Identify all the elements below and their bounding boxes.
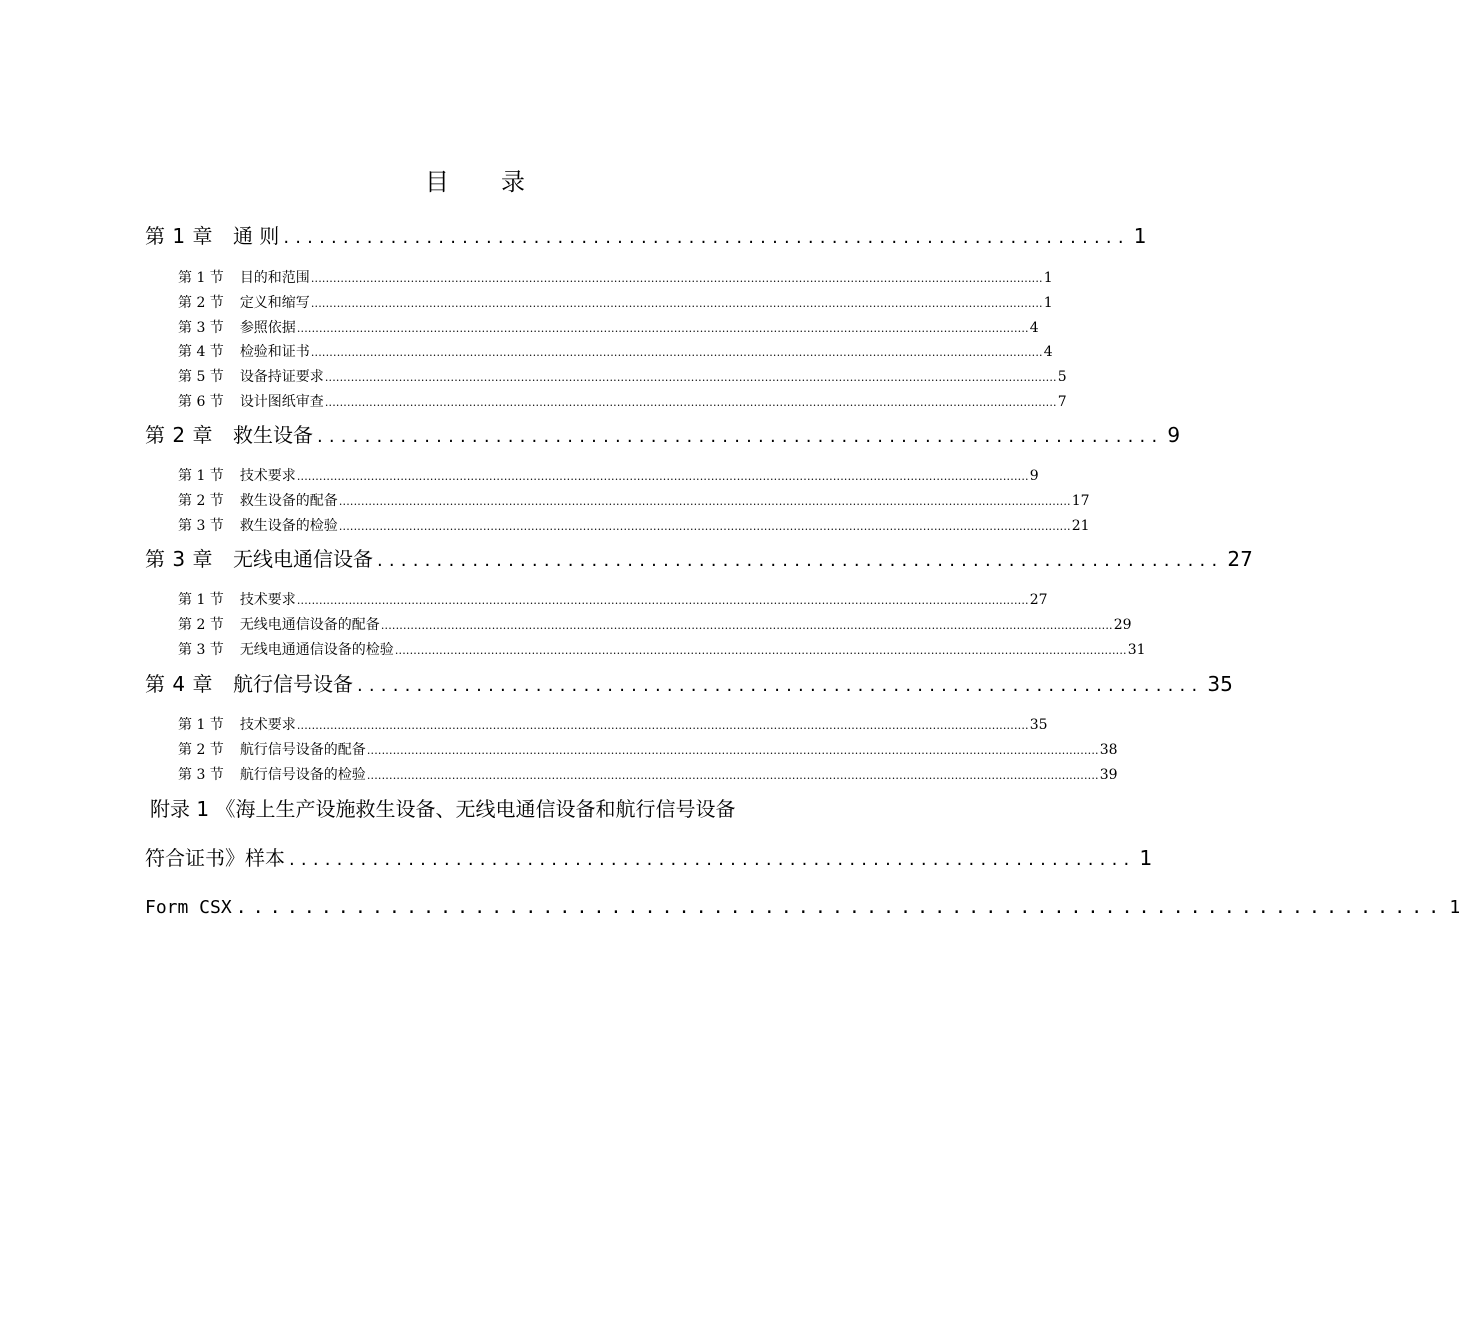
- dot-leader: ......................................................................................................................................................................................................: [338, 494, 1071, 508]
- section-label: 第 1 节: [178, 592, 224, 608]
- section-entry[interactable]: [178, 268, 1053, 289]
- section-title: 救生设备的配备: [239, 492, 338, 509]
- section-entry[interactable]: [178, 392, 1067, 413]
- section-page-number: 27: [1029, 592, 1048, 608]
- chapter-page-number: 35: [1207, 672, 1233, 696]
- section-title: 技术要求: [239, 717, 296, 733]
- form-page-number: 1: [1449, 897, 1460, 918]
- section-page-number: 35: [1029, 717, 1048, 733]
- section-label: 第 1 节: [178, 270, 224, 286]
- section-label: 第 3 节: [178, 766, 224, 783]
- chapter-title: 通 则: [232, 224, 280, 248]
- chapter-entry[interactable]: [145, 670, 1233, 700]
- chapter-label: 第 4 章 航行信号设备: [145, 672, 353, 696]
- dot-leader: .......................................................................: [356, 675, 1204, 696]
- appendix-title-line1[interactable]: 附录 1 《海上生产设施救生设备、无线电通信设备和航行信号设备: [150, 797, 736, 821]
- dot-leader: ......................................................................................................................................................................................................: [324, 371, 1057, 385]
- section-page-number: 21: [1071, 517, 1090, 534]
- section-page-number: 5: [1057, 369, 1067, 386]
- section-label: 第 2 节: [178, 294, 224, 311]
- section-page-number: 29: [1113, 616, 1132, 633]
- section-page-number: 4: [1043, 344, 1053, 361]
- section-page-number: 4: [1029, 319, 1039, 336]
- chapter-label: 第 1 章 通 则: [145, 224, 280, 248]
- section-entry[interactable]: [178, 367, 1067, 388]
- dot-leader: ......................................................................................................................................................................................................: [380, 618, 1113, 632]
- chapter-title: 无线电通信设备: [232, 547, 373, 571]
- section-entry[interactable]: [178, 491, 1090, 512]
- section-page-number: 38: [1099, 741, 1118, 758]
- chapter-entry[interactable]: [145, 222, 1147, 252]
- section-entry[interactable]: [178, 293, 1053, 314]
- dot-leader: ......................................................................................................................................................................................................: [338, 519, 1071, 533]
- section-entry[interactable]: [178, 615, 1132, 636]
- section-label: 第 3 节: [178, 319, 224, 336]
- dot-leader: .......................................................................: [235, 897, 1446, 918]
- chapter-entry[interactable]: [145, 421, 1181, 451]
- dot-leader: ......................................................................................................................................................................................................: [324, 396, 1057, 409]
- section-label: 第 3 节: [178, 641, 224, 658]
- section-entry[interactable]: [178, 466, 1039, 487]
- chapter-page-number: 1: [1133, 224, 1147, 248]
- section-title: 定义和缩写: [239, 294, 310, 311]
- dot-leader: ......................................................................................................................................................................................................: [296, 470, 1029, 483]
- section-label: 第 2 节: [178, 492, 224, 509]
- dot-leader: .......................................................................: [376, 550, 1224, 571]
- section-label: 第 1 节: [178, 468, 224, 484]
- section-title: 参照依据: [239, 319, 296, 336]
- section-title: 检验和证书: [239, 344, 310, 361]
- chapter-page-number: 9: [1167, 423, 1181, 447]
- section-label: 第 2 节: [178, 741, 224, 758]
- section-title: 设备持证要求: [239, 369, 324, 386]
- section-label: 第 3 节: [178, 517, 224, 534]
- section-page-number: 31: [1127, 641, 1146, 658]
- chapter-page-number: 27: [1227, 547, 1253, 571]
- section-label: 第 6 节: [178, 394, 224, 410]
- section-entry[interactable]: [178, 516, 1090, 537]
- section-page-number: 1: [1043, 294, 1053, 311]
- section-title: 技术要求: [239, 592, 296, 608]
- chapter-entry[interactable]: [145, 545, 1253, 575]
- section-entry[interactable]: [178, 715, 1048, 736]
- section-title: 设计图纸审查: [239, 394, 324, 410]
- section-page-number: 17: [1071, 492, 1090, 509]
- section-entry[interactable]: [178, 342, 1053, 363]
- section-entry[interactable]: [178, 765, 1118, 786]
- section-page-number: 39: [1099, 766, 1118, 783]
- dot-leader: ......................................................................................................................................................................................................: [310, 346, 1043, 360]
- section-entry[interactable]: [178, 318, 1039, 339]
- dot-leader: ......................................................................................................................................................................................................: [394, 643, 1127, 657]
- section-entry[interactable]: [178, 640, 1146, 661]
- dot-leader: .......................................................................: [283, 227, 1130, 248]
- section-label: 第 5 节: [178, 369, 224, 386]
- section-title: 技术要求: [239, 468, 296, 484]
- section-title: 航行信号设备的检验: [239, 766, 366, 783]
- section-label: 第 2 节: [178, 616, 224, 633]
- dot-leader: ......................................................................................................................................................................................................: [310, 296, 1043, 310]
- dot-leader: .......................................................................: [316, 426, 1164, 447]
- appendix-page-number: 1: [1139, 846, 1153, 870]
- section-entry[interactable]: [178, 590, 1048, 611]
- dot-leader: ......................................................................................................................................................................................................: [296, 321, 1029, 335]
- section-page-number: 1: [1043, 270, 1053, 286]
- section-label: 第 1 节: [178, 717, 224, 733]
- form-entry[interactable]: [145, 894, 1460, 922]
- form-label: Form CSX: [145, 897, 232, 918]
- section-title: 航行信号设备的配备: [239, 741, 366, 758]
- section-title: 救生设备的检验: [239, 517, 338, 534]
- section-page-number: 9: [1029, 468, 1039, 484]
- toc-title: 目录: [425, 168, 577, 196]
- chapter-label: 第 3 章 无线电通信设备: [145, 547, 373, 571]
- dot-leader: ......................................................................................................................................................................................................: [296, 594, 1029, 607]
- dot-leader: .......................................................................: [289, 849, 1136, 870]
- section-entry[interactable]: [178, 740, 1118, 761]
- section-title: 无线电通通信设备的检验: [239, 641, 394, 658]
- chapter-title: 救生设备: [232, 423, 313, 447]
- section-page-number: 7: [1057, 394, 1067, 410]
- appendix-entry[interactable]: [145, 844, 1153, 874]
- dot-leader: ......................................................................................................................................................................................................: [366, 743, 1099, 757]
- dot-leader: ......................................................................................................................................................................................................: [366, 768, 1099, 782]
- dot-leader: ......................................................................................................................................................................................................: [296, 719, 1029, 732]
- chapter-title: 航行信号设备: [232, 672, 353, 696]
- section-title: 目的和范围: [239, 270, 310, 286]
- appendix-title-line2: 符合证书》样本: [145, 846, 285, 870]
- dot-leader: ......................................................................................................................................................................................................: [310, 272, 1043, 285]
- section-label: 第 4 节: [178, 344, 224, 361]
- section-title: 无线电通信设备的配备: [239, 616, 380, 633]
- chapter-label: 第 2 章 救生设备: [145, 423, 313, 447]
